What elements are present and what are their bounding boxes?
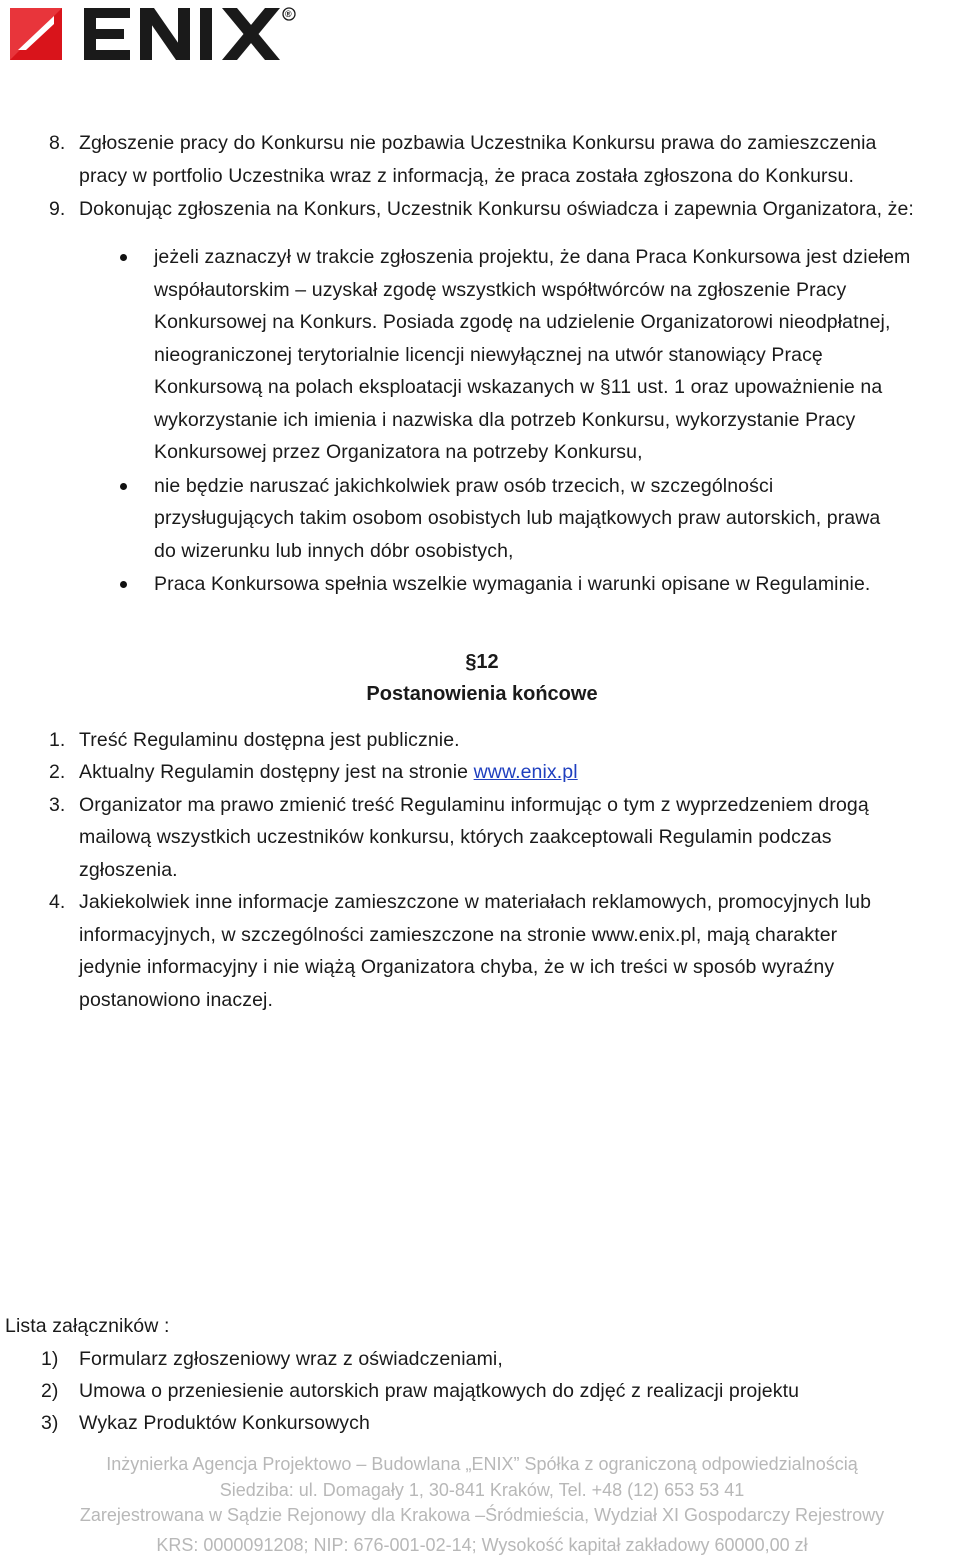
final-item-4-line: Jakiekolwiek inne informacje zamieszczone w materiałach reklamowych, promocyjnych lub	[79, 891, 872, 913]
section-number: §12	[465, 651, 499, 673]
final-item-4-line: jedynie informacyjny i nie wiążą Organizatora chyba, że w ich treści w sposób wyraźny	[79, 956, 835, 978]
bullet-2-line: nie będzie naruszać jakichkolwiek praw osób trzecich, w szczególności	[154, 475, 774, 497]
item-9-line-1: Dokonując zgłoszenia na Konkurs, Uczestnik Konkursu oświadcza i zapewnia Organizatora, że:	[79, 198, 914, 220]
final-item-3-line: zgłoszenia.	[79, 859, 178, 881]
attachments-heading: Lista załączników :	[5, 1315, 170, 1337]
bullet-icon	[120, 483, 127, 490]
bullet-icon	[120, 581, 127, 588]
attachment-number: 1)	[41, 1348, 59, 1370]
item-number: 2.	[49, 761, 66, 783]
item-number: 3.	[49, 794, 66, 816]
item-number: 1.	[49, 729, 66, 751]
final-item-3-line: mailową wszystkich uczestników konkursu, których zaakceptowali Regulamin podczas	[79, 826, 832, 848]
item-number: 4.	[49, 891, 66, 913]
enix-logo-mark	[8, 6, 298, 64]
final-item-3-line: Organizator ma prawo zmienić treść Regulaminu informując o tym z wyprzedzeniem drogą	[79, 794, 869, 816]
footer-krs-nip: KRS: 0000091208; NIP: 676-001-02-14; Wysokość kapitał zakładowy 60000,00 zł	[156, 1535, 808, 1555]
registered-mark: ®	[285, 9, 292, 19]
attachment-number: 3)	[41, 1412, 59, 1434]
footer-registration: Zarejestrowana w Sądzie Rejonowy dla Krakowa –Śródmieścia, Wydział XI Gospodarczy Rejestrowy	[79, 1505, 885, 1525]
attachment-item: Formularz zgłoszeniowy wraz z oświadczeniami,	[79, 1348, 503, 1370]
bullet-2-line: do wizerunku lub innych dóbr osobistych,	[154, 540, 514, 562]
bullet-1-line: współautorskim – uzyskał zgodę wszystkich współtwórców na zgłoszenie Pracy	[154, 279, 847, 301]
final-item-2-line	[79, 756, 578, 789]
item-number: 8.	[49, 132, 66, 154]
item-number: 9.	[49, 198, 66, 220]
section-title: Postanowienia końcowe	[366, 683, 598, 705]
attachment-item: Wykaz Produktów Konkursowych	[79, 1412, 370, 1434]
footer-address: Siedziba: ul. Domagały 1, 30-841 Kraków, Tel. +48 (12) 653 53 41	[219, 1480, 745, 1500]
bullet-1-line: nieograniczonej terytorialnie licencji niewyłącznej na utwór stanowiący Pracę	[154, 344, 823, 366]
final-item-4-line: postanowiono inaczej.	[79, 989, 273, 1011]
bullet-1-line: Konkursowej przez Organizatora na potrzeby Konkursu,	[154, 441, 643, 463]
bullet-1-line: Konkursową na polach eksploatacji wskazanych w §11 ust. 1 oraz upoważnienie na	[154, 376, 883, 398]
final-item-2-text: Aktualny Regulamin dostępny jest na stronie	[79, 761, 474, 783]
final-item-1-line: Treść Regulaminu dostępna jest publicznie.	[79, 729, 460, 751]
bullet-1-line: jeżeli zaznaczył w trakcie zgłoszenia projektu, że dana Praca Konkursowa jest dziełem	[154, 246, 911, 268]
bullet-icon	[120, 254, 127, 261]
enix-logo	[8, 6, 298, 64]
item-8-line-1: Zgłoszenie pracy do Konkursu nie pozbawia Uczestnika Konkursu prawa do zamieszczenia	[79, 132, 877, 154]
footer-company-name: Inżynierka Agencja Projektowo – Budowlana „ENIX” Spółka z ograniczoną odpowiedzialnością	[106, 1454, 858, 1474]
bullet-2-line: przysługujących takim osobom osobistych lub majątkowych praw autorskich, prawa	[154, 507, 881, 529]
bullet-3-line: Praca Konkursowa spełnia wszelkie wymagania i warunki opisane w Regulaminie.	[154, 573, 871, 595]
final-item-4-line: informacyjnych, w szczególności zamieszczone na stronie www.enix.pl, mają charakter	[79, 924, 838, 946]
attachment-item: Umowa o przeniesienie autorskich praw majątkowych do zdjęć z realizacji projektu	[79, 1380, 800, 1402]
enix-website-link[interactable]: www.enix.pl	[473, 761, 578, 783]
bullet-1-line: wykorzystanie ich imienia i nazwiska dla potrzeb Konkursu, wykorzystanie Pracy	[154, 409, 856, 431]
attachment-number: 2)	[41, 1380, 59, 1402]
bullet-1-line: Konkursowej na Konkurs. Posiada zgodę na udzielenie Organizatorowi nieodpłatnej,	[154, 311, 891, 333]
item-8-line-2: pracy w portfolio Uczestnika wraz z informacją, że praca została zgłoszona do Konkursu.	[79, 165, 854, 187]
